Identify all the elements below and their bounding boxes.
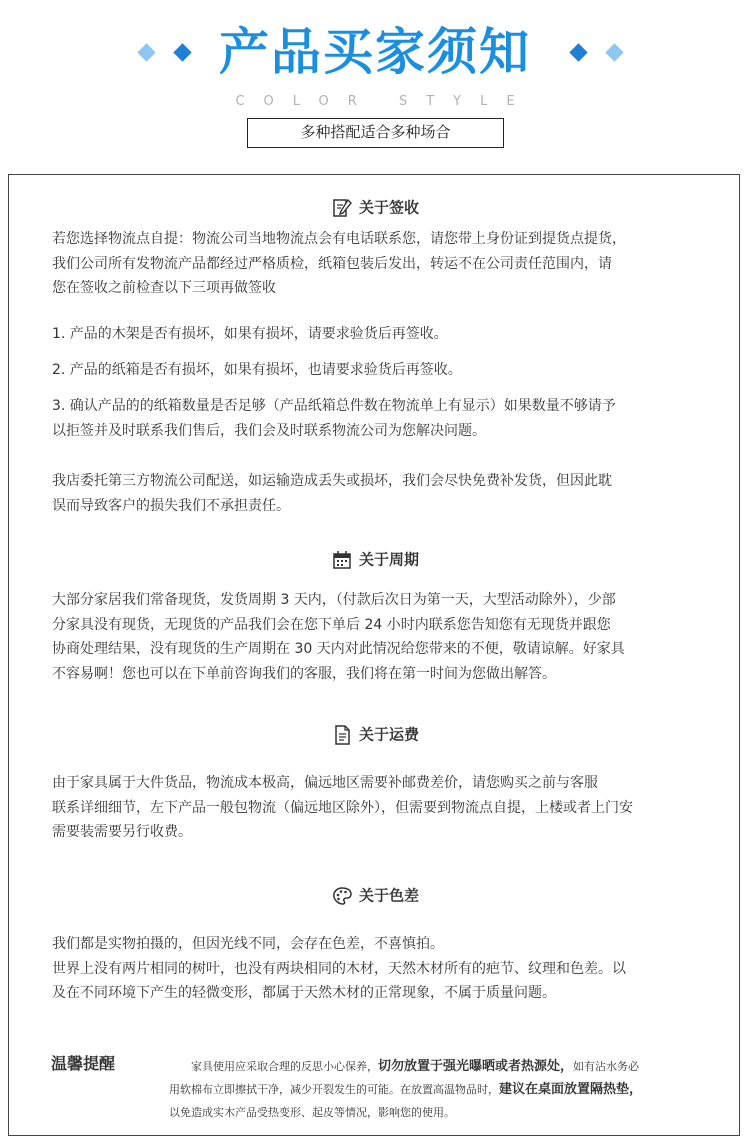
- calendar-icon: [331, 549, 353, 571]
- section-title-label: 关于签收: [358, 198, 419, 217]
- sign-item-1: [52, 322, 702, 347]
- page-subtitle: COLOR STYLE: [235, 94, 534, 109]
- pen-paper-icon: [331, 197, 353, 219]
- section-title-label: 关于周期: [358, 550, 419, 569]
- warm-text-normal: 用软棉布立即擦拭干净，减少开裂发生的可能。在放置高温物品时，: [169, 1083, 499, 1096]
- page-title: 产品买家须知: [219, 23, 531, 81]
- warm-line: [169, 1078, 709, 1101]
- text-line: 2. 产品的纸箱是否有损坏，如果有损坏，也请要求验货后再签收。: [52, 362, 462, 378]
- text-line: 分家具没有现货，无现货的产品我们会在您下单后 24 小时内联系您告知您有无现货并跟您: [52, 616, 611, 633]
- palette-icon: [331, 885, 353, 907]
- section-title-label: 关于色差: [358, 886, 419, 905]
- color-text: [52, 932, 702, 1006]
- warm-text-normal: 家具使用应采取合理的反思小心保养，: [191, 1060, 378, 1073]
- text-line: 您在签收之前检查以下三项再做签收: [52, 280, 276, 296]
- text-line: 大部分家居我们常备现货，发货周期 3 天内，（付款后次日为第一天，大型活动除外），少部: [52, 592, 616, 608]
- sign-item-2: [52, 358, 702, 383]
- section-title-color: [9, 883, 741, 907]
- warm-text-normal: 如有沾水务必: [573, 1060, 640, 1073]
- section-title-cycle: [9, 547, 741, 571]
- text-line: 若您选择物流点自提：物流公司当地物流点会有电话联系您，请您带上身份证到提货点提货，: [52, 231, 626, 247]
- sign-outro: [52, 469, 702, 518]
- warm-reminder-text: [169, 1055, 709, 1124]
- warm-reminder-title: 温馨提醒: [51, 1054, 116, 1073]
- header: [0, 0, 750, 160]
- warm-text-bold: 建议在桌面放置隔热垫，: [499, 1082, 643, 1097]
- warm-line: [169, 1101, 709, 1124]
- text-line: 不容易啊！您也可以在下单前咨询我们的客服，我们将在第一时间为您做出解答。: [52, 665, 556, 682]
- sign-item-3: [52, 394, 702, 443]
- text-line: 联系详细细节，左下产品一般包物流（偏远地区除外），但需要到物流点自提，上楼或者上门安: [52, 799, 633, 816]
- text-line: 1. 产品的木架是否有损坏，如果有损坏，请要求验货后再签收。: [52, 326, 448, 342]
- warm-text-normal: 以免造成实木产品受热变形、起皮等情况，影响您的使用。: [169, 1106, 455, 1119]
- text-line: 我店委托第三方物流公司配送，如运输造成丢失或损坏，我们会尽快免费补发货，但因此耽: [52, 473, 612, 489]
- warm-text-bold: 切勿放置于强光曝晒或者热源处，: [378, 1059, 574, 1074]
- cycle-text: [52, 588, 702, 686]
- freight-text: [52, 771, 702, 845]
- sign-intro: [52, 227, 702, 301]
- notice-panel: [8, 174, 740, 1136]
- text-line: 我们都是实物拍摄的，但因光线不同，会存在色差，不喜慎拍。: [52, 936, 444, 952]
- warm-line: [169, 1055, 709, 1078]
- text-line: 世界上没有两片相同的树叶，也没有两块相同的木材，天然木材所有的疤节、纹理和色差。以: [52, 960, 626, 977]
- text-line: 及在不同环境下产生的轻微变形，都属于天然木材的正常现象，不属于质量问题。: [52, 985, 556, 1001]
- document-icon: [331, 724, 353, 746]
- text-line: 误而导致客户的损失我们不承担责任。: [52, 497, 290, 514]
- section-title-freight: [9, 722, 741, 746]
- section-title-label: 关于运费: [358, 725, 419, 744]
- text-line: 需要装需要另行收费。: [52, 824, 192, 840]
- text-line: 由于家具属于大件货品，物流成本极高，偏远地区需要补邮费差价，请您购买之前与客服: [52, 775, 598, 791]
- text-line: 我们公司所有发物流产品都经过严格质检，纸箱包装后发出，转运不在公司责任范围内，请: [52, 255, 612, 272]
- section-title-sign: [9, 195, 741, 219]
- text-line: 3. 确认产品的的纸箱数量是否足够（产品纸箱总件数在物流单上有显示）如果数量不够请予: [52, 398, 616, 414]
- text-line: 以拒签并及时联系我们售后，我们会及时联系物流公司为您解决问题。: [52, 422, 486, 439]
- text-line: 协商处理结果，没有现货的生产周期在 30 天内对此情况给您带来的不便，敬请谅解。好家具: [52, 641, 625, 657]
- tagline-box: 多种搭配适合多种场合: [247, 118, 504, 148]
